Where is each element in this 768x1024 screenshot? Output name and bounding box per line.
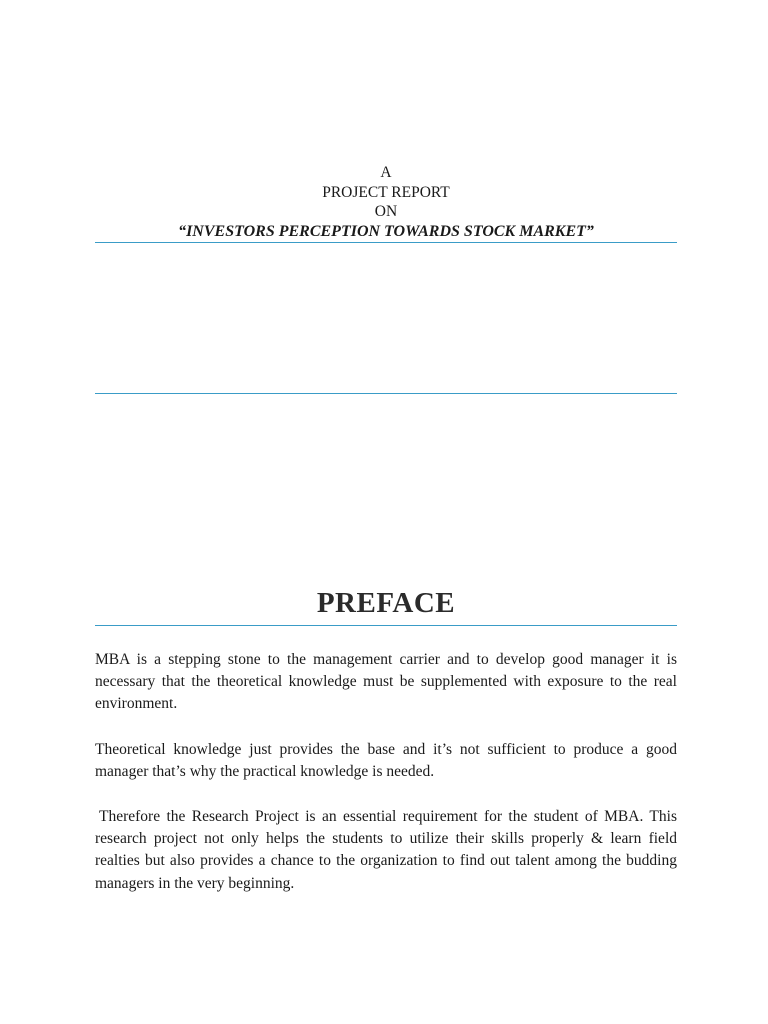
title-block bbox=[95, 163, 677, 241]
preface-heading: PREFACE bbox=[316, 587, 456, 619]
title-line-on: ON bbox=[374, 203, 398, 220]
preface-paragraph-3: Therefore the Research Project is an essential requirement for the student of MBA. This research project not only helps the students to utilize their skills properly & learn field realties but also provides a chance to the organization to find out talent among the budding managers in the very beginning. bbox=[95, 808, 677, 892]
report-title: “INVESTORS PERCEPTION TOWARDS STOCK MARKET” bbox=[178, 222, 594, 240]
title-line-project-report: PROJECT REPORT bbox=[322, 183, 450, 201]
divider-middle bbox=[95, 393, 677, 394]
preface-paragraph-1: MBA is a stepping stone to the management carrier and to develop good manager it is necessary that the theoretical knowledge must be supplemented with exposure to the real environment. bbox=[95, 651, 677, 713]
preface-paragraph-2: Theoretical knowledge just provides the base and it’s not sufficient to produce a good manager that’s why the practical knowledge is needed. bbox=[95, 741, 677, 781]
divider-under-title bbox=[95, 242, 677, 243]
divider-under-preface bbox=[95, 625, 677, 626]
title-line-a: A bbox=[380, 164, 392, 181]
